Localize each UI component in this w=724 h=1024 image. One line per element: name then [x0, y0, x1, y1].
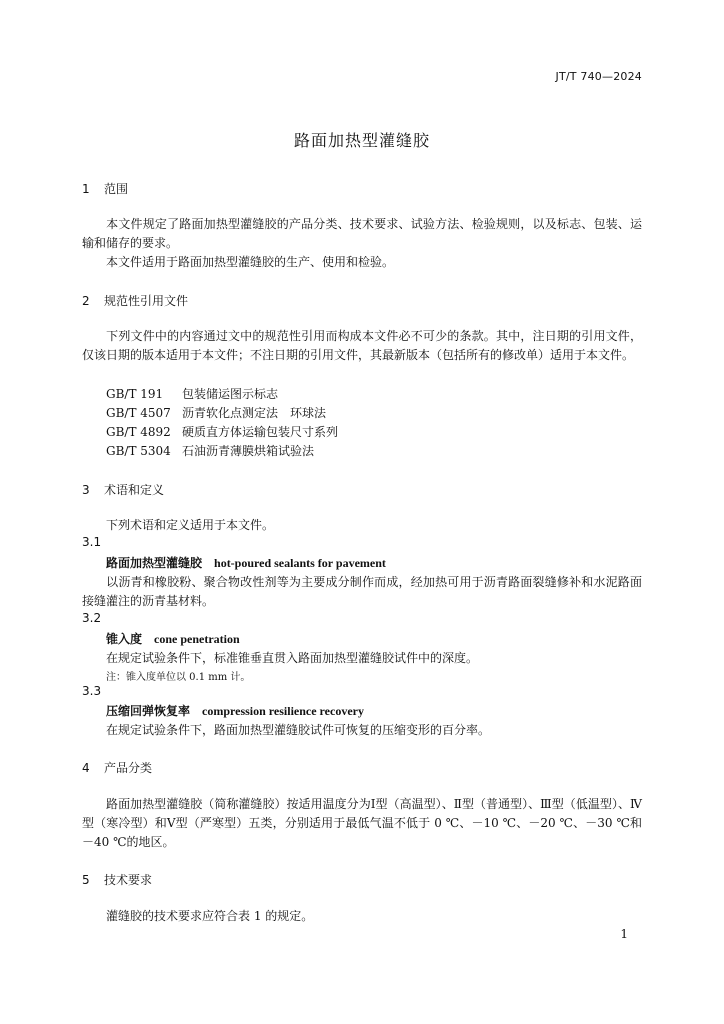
paragraph-text: 下列文件中的内容通过文中的规范性引用而构成本文件必不可少的条款。其中，注日期的引用文件，仅该日期的版本适用于本文件；不注日期的引用文件，其最新版本（包括所有的修改单）适用于本文件。	[82, 329, 642, 362]
definition-text: 以沥青和橡胶粉、聚合物改性剂等为主要成分制作而成，经加热可用于沥青路面裂缝修补和水泥路面接缝灌注的沥青基材料。	[82, 575, 642, 608]
reference-name: 硬质直方体运输包装尺寸系列	[182, 425, 339, 439]
reference-code: GB/T 4507	[106, 406, 171, 420]
section-number: 3	[82, 483, 90, 497]
term-heading	[106, 554, 386, 571]
section-1-heading	[82, 180, 128, 197]
section-title: 技术要求	[104, 873, 153, 887]
section-number: 5	[82, 873, 90, 887]
section-number: 1	[82, 182, 90, 196]
term-note: 注：锥入度单位以 0.1 mm 计。	[106, 672, 251, 683]
section-number: 4	[82, 761, 90, 775]
section-3-paragraph-1: 下列术语和定义适用于本文件。	[106, 518, 275, 532]
reference-name: 石油沥青薄膜烘箱试验法	[182, 444, 315, 458]
term-heading	[106, 702, 364, 719]
term-zh: 压缩回弹恢复率	[106, 704, 191, 718]
document-title: 路面加热型灌缝胶	[293, 131, 430, 150]
clause-number: 3.3	[82, 684, 102, 698]
term-en: cone penetration	[154, 632, 240, 646]
section-4-paragraph-1	[82, 795, 642, 852]
section-title: 术语和定义	[104, 483, 165, 497]
section-title: 范围	[104, 182, 129, 196]
document-code: JT/T 740—2024	[555, 70, 642, 83]
section-5-paragraph-1: 灌缝胶的技术要求应符合表 1 的规定。	[106, 909, 314, 923]
section-1-paragraph-1	[82, 215, 642, 253]
clause-number: 3.1	[82, 535, 102, 549]
section-2-paragraph-1	[82, 327, 642, 365]
section-2-heading	[82, 292, 188, 309]
paragraph-text: 路面加热型灌缝胶（简称灌缝胶）按适用温度分为Ⅰ型（高温型）、Ⅱ型（普通型）、Ⅲ型（低温型）、Ⅳ型（寒冷型）和Ⅴ型（严寒型）五类，分别适用于最低气温不低于 0 ℃、－10 ℃、－20 ℃、－30 ℃和－40 ℃的地区。	[82, 797, 642, 849]
reference-item	[106, 404, 326, 421]
section-title: 规范性引用文件	[104, 294, 189, 308]
reference-code: GB/T 191	[106, 387, 164, 401]
term-zh: 锥入度	[106, 632, 143, 646]
term-definition	[82, 573, 642, 611]
clause-number: 3.2	[82, 611, 102, 625]
reference-name: 沥青软化点测定法 环球法	[182, 406, 327, 420]
section-4-heading	[82, 759, 152, 776]
section-3-heading	[82, 481, 164, 498]
section-title: 产品分类	[104, 761, 153, 775]
term-en: hot-poured sealants for pavement	[214, 556, 386, 570]
section-number: 2	[82, 294, 90, 308]
term-definition: 在规定试验条件下，路面加热型灌缝胶试件可恢复的压缩变形的百分率。	[106, 723, 491, 737]
paragraph-text: 本文件规定了路面加热型灌缝胶的产品分类、技术要求、试验方法、检验规则，以及标志、包装、运输和储存的要求。	[82, 217, 642, 250]
reference-code: GB/T 4892	[106, 425, 171, 439]
term-heading	[106, 630, 240, 647]
reference-item	[106, 385, 278, 402]
reference-item	[106, 423, 338, 440]
reference-name: 包装储运图示标志	[182, 387, 279, 401]
reference-item	[106, 442, 314, 459]
page-number: 1	[620, 927, 628, 941]
section-1-paragraph-2	[82, 253, 642, 272]
term-zh: 路面加热型灌缝胶	[106, 556, 203, 570]
term-definition: 在规定试验条件下，标准锥垂直贯入路面加热型灌缝胶试件中的深度。	[106, 651, 479, 665]
term-en: compression resilience recovery	[202, 704, 364, 718]
paragraph-text: 本文件适用于路面加热型灌缝胶的生产、使用和检验。	[106, 255, 395, 269]
reference-code: GB/T 5304	[106, 444, 171, 458]
section-5-heading	[82, 871, 152, 888]
